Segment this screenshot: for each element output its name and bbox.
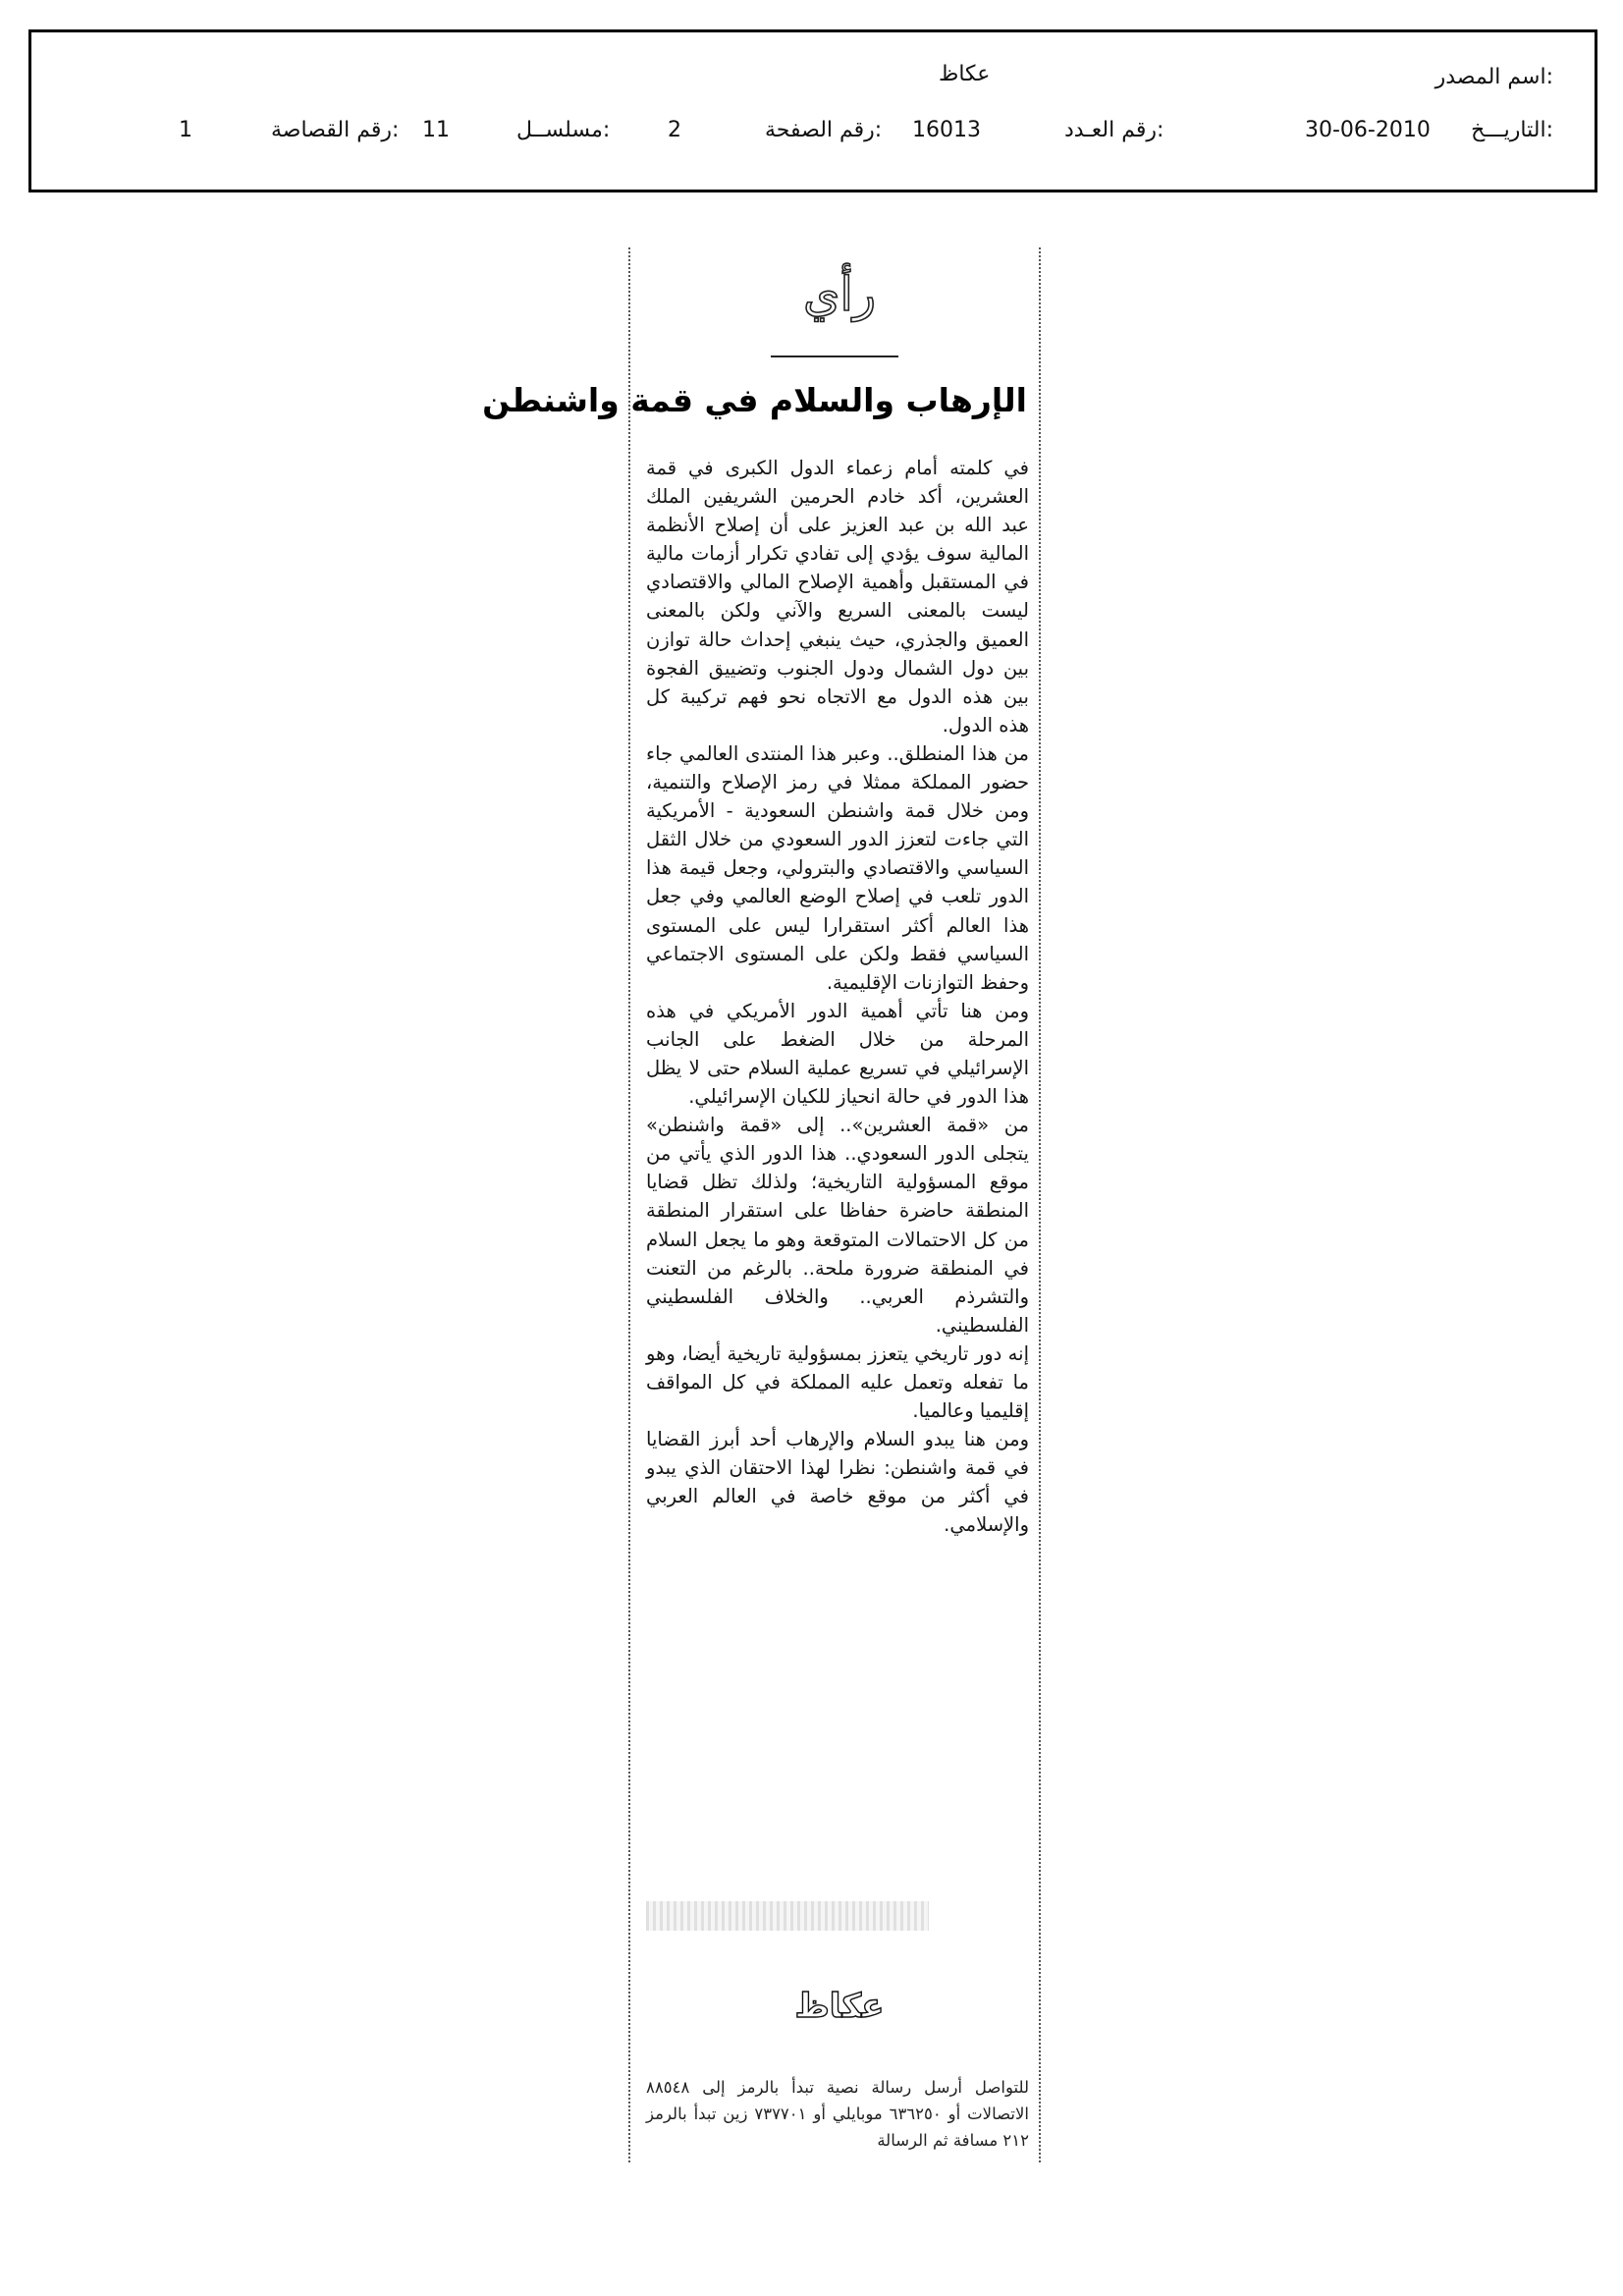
paragraph: إنه دور تاريخي يتعزز بمسؤولية تاريخية أيضا، وهو ما تفعله وتعمل عليه المملكة في كل المواقف إقليميا وعالميا. [646, 1341, 1029, 1423]
date-value: 30-06-2010 [1305, 118, 1431, 142]
page-label: رقم الصفحة: [765, 118, 883, 142]
newspaper-footer-logo [766, 1976, 913, 2035]
article-headline: الإرهاب والسلام في قمة واشنطن [482, 381, 1027, 419]
column-left-border [628, 247, 630, 2162]
date-label: التاريـــخ: [1471, 118, 1553, 142]
paragraph: من هذا المنطلق.. وعبر هذا المنتدى العالمي جاء حضور المملكة ممثلا في رمز الإصلاح والتنمية، ومن خلال قمة واشنطن السعودية - الأمريكية التي جاءت لتعزز الدور السعودي من خلال الثقل السياسي والاقتصادي والبترولي، وجعل قيمة هذا الدور تلعب في إصلاح الوضع العالمي وفي جعل هذا العالم أكثر استقرارا ليس على المستوى السياسي فقط ولكن على المستوى الاجتماعي وحفظ التوازنات الإقليمية. [646, 741, 1029, 994]
section-logo [795, 251, 884, 330]
column-right-border [1039, 247, 1041, 2162]
page-value: 2 [668, 118, 681, 142]
serial-value: 11 [422, 118, 450, 142]
paragraph: من «قمة العشرين».. إلى «قمة واشنطن» يتجلى الدور السعودي.. هذا الدور الذي يأتي من موقع المسؤولية التاريخية؛ ولذلك تظل قضايا المنطقة حاضرة حفاظا على استقرار المنطقة من كل الاحتمالات المتوقعة وهو ما يجعل السلام في المنطقة ضرورة ملحة.. بالرغم من التعنت والتشرذم العربي.. والخلاف الفلسطيني الفلسطيني. [646, 1114, 1029, 1337]
paragraph: ومن هنا يبدو السلام والإرهاب أحد أبرز القضايا في قمة واشنطن: نظرا لهذا الاحتقان الذي يبدو في أكثر من موقع خاصة في العالم العربي والإسلامي. [646, 1428, 1029, 1537]
serial-label: مسلســل: [516, 118, 611, 142]
clip-number-label: رقم القصاصة: [271, 118, 400, 142]
article-clipping [482, 247, 1041, 2162]
footer-logo-text: عكاظ [794, 1987, 885, 2026]
headline-divider [771, 355, 898, 357]
contact-info: للتواصل أرسل رسالة نصية تبدأ بالرمز إلى ٨٨٥٤٨ الاتصالات أو ٦٣٦٢٥٠ موبايلي أو ٧٣٧٧٠١ زين تبدأ بالرمز ٢١٢ مسافة ثم الرسالة [646, 2078, 1029, 2150]
paragraph: ومن هنا تأتي أهمية الدور الأمريكي في هذه المرحلة من خلال الضغط على الجانب الإسرائيلي في تسريع عملية السلام حتى لا يظل هذا الدور في حالة انحياز للكيان الإسرائيلي. [646, 999, 1029, 1109]
newspaper-name: عكاظ [939, 62, 991, 86]
clip-number-value: 1 [179, 118, 192, 142]
issue-label: رقم العـدد: [1064, 118, 1164, 142]
paragraph: في كلمته أمام زعماء الدول الكبرى في قمة العشرين، أكد خادم الحرمين الشريفين الملك عبد الله بن عبد العزيز على أن إصلاح الأنظمة المالية سوف يؤدي إلى تفادي تكرار أزمات مالية في المستقبل وأهمية الإصلاح المالي والاقتصادي ليست بالمعنى السريع والآني ولكن بالمعنى العميق والجذري، حيث ينبغي إحداث حالة توازن بين دول الشمال ودول الجنوب وتضييق الفجوة بين هذه الدول مع الاتجاه نحو فهم تركيبة كل هذه الدول. [646, 457, 1029, 737]
article-body [646, 454, 1029, 1540]
issue-value: 16013 [912, 118, 981, 142]
section-logo-text: رأي [802, 267, 877, 322]
clipping-metadata-box [28, 29, 1597, 192]
scan-smudge [646, 1901, 929, 1931]
source-label: اسم المصدر: [1434, 65, 1553, 89]
